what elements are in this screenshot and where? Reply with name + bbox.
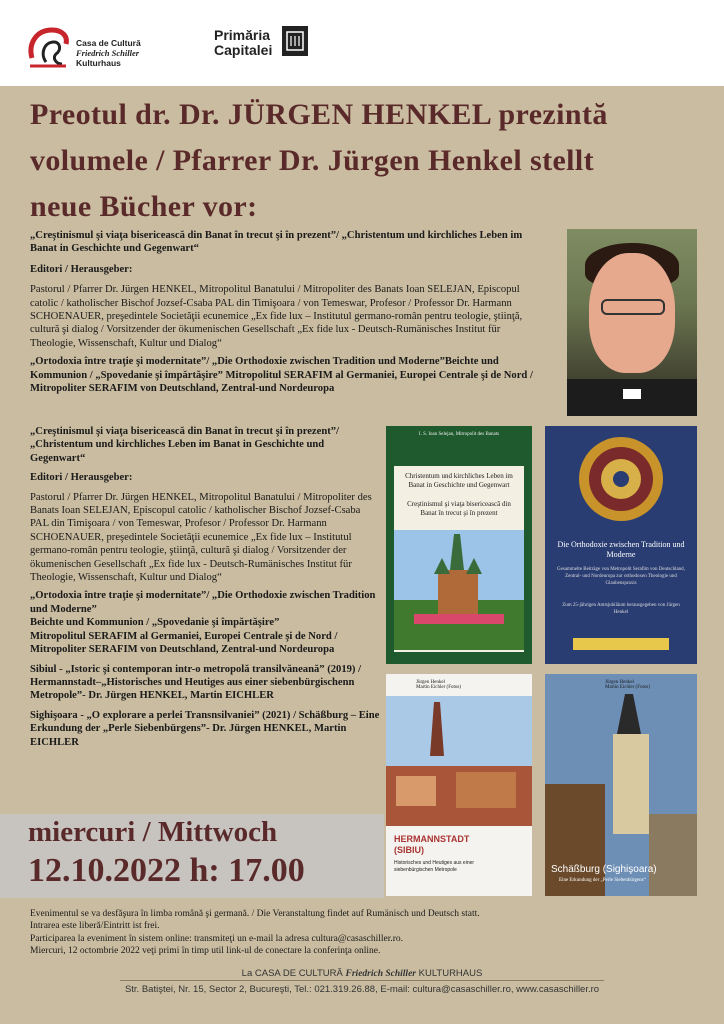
cover4-title: Schäßburg (Sighişoara)	[551, 864, 657, 875]
sighisoara-photo-icon	[545, 674, 697, 896]
block2-book2-sub: Beichte und Kommunion / „Spovedanie şi împărtăşire”	[30, 617, 280, 629]
event-day: miercuri / Mittwoch	[28, 816, 278, 848]
book-cover-hermannstadt	[386, 674, 532, 896]
addr1-name: Friedrich Schiller	[345, 969, 416, 979]
block1-book-title: „Creştinismul şi viaţa bisericească din Banat în trecut şi în prezent”/ „Christentum und kirchliches Leben im Banat in Geschichte und Gegenwart“	[30, 230, 523, 255]
page-title	[30, 92, 710, 230]
cathedral-icon	[394, 530, 524, 650]
description-block-2	[30, 425, 380, 749]
block2-editors-text: Pastorul / Pfarrer Dr. Jürgen HENKEL, Mitropolitul Banatului / Mitropoliter des Banats Ioan SELEJAN, Episcopul catolic / katholischer Bischof Jozsef-Csaba PAL din Timişoara / von Temeswar, Profesor / Professor Dr. Harmann SCHOENAUER, preşedintele Societăţii ecunemice „Ex fide lux – Institutul germano-român pentru teologie, ştiinţă, cultură şi dialog / Vorsitzender der ökumenischen Gesellschaft „Ex fide lux - Deutsch-Rumänisches Institut für Theologie, Wissenschaft, Kultur und Dialog“	[30, 491, 372, 584]
footer-divider	[120, 980, 604, 981]
casa-schiller-logo-icon	[26, 24, 72, 70]
casa-schiller-logo-text	[76, 38, 141, 68]
cover1-inner	[394, 466, 524, 652]
event-datetime: 12.10.2022 h: 17.00	[28, 852, 305, 889]
addr1-pre: La CASA DE CULTURĂ	[241, 968, 343, 979]
addr1-post: KULTURHAUS	[418, 968, 483, 979]
description-block-1	[30, 229, 550, 395]
cover2-logos	[573, 638, 669, 650]
cover2-sub: Gesammelte Beiträge von Metropolit Serafim von Deutschland, Zentral- und Nordeuropa zur orthodoxen Theologie und Glaubenspraxis	[557, 567, 685, 586]
portrait-collar	[623, 389, 641, 399]
book-cover-banat	[386, 426, 532, 664]
footer-line2: Intrarea este liberă/Eintritt ist frei.	[30, 921, 160, 932]
book-cover-orthodoxie	[545, 426, 697, 664]
block2-book3: Sibiul - „Istoric şi contemporan intr-o metropolă transilvăneană” (2019) / Hermannstadt–„Historisches und Heutiges aus einer siebenbürgischenn Metropole”- Dr. Jürgen HENKEL, Martin EICHLER	[30, 663, 362, 702]
logo1-line3: Kulturhaus	[76, 58, 121, 68]
logo2-line2: Capitalei	[214, 42, 273, 58]
portrait-glasses	[601, 299, 665, 315]
cover4-authors: Jürgen Henkel Martin Eichler (Fotos)	[605, 680, 650, 690]
book-cover-schassburg	[545, 674, 697, 896]
title-line1: Preotul dr. Dr. JÜRGEN HENKEL prezintă	[30, 98, 608, 131]
footer-info	[30, 908, 710, 958]
block1-book2: „Ortodoxia între traţie şi modernitate”/ „Die Orthodoxie zwischen Tradition und Moderne”Beichte und Kommunion / „Spovedanie şi împărtăşire” Mitropolitul SERAFIM al Germaniei, Europei Centrale şi de Nord / Mitropoliter SERAFIM von Deutschland, Zentral-und Nordeuropa	[30, 356, 533, 395]
cover1-title-de: Christentum und kirchliches Leben im Banat in Geschichte und Gegenwart	[405, 472, 513, 489]
footer-line1: Evenimentul se va desfăşura în limba română şi germană. / Die Veranstaltung findet auf Rumänisch und Deutsch statt.	[30, 909, 480, 919]
block2-book2-title: „Ortodoxia între traţie şi modernitate”/ „Die Orthodoxie zwischen Tradition und Moderne”	[30, 590, 376, 615]
block2-book4: Sighişoara - „O explorare a perlei Transnsilvaniei” (2021) / Schäßburg – Eine Erkundung der „Perle Siebenbürgens”- Dr. Jürgen HENKEL, Martin EICHLER	[30, 709, 380, 748]
cover2-title: Die Orthodoxie zwischen Tradition und Moderne	[557, 540, 685, 559]
address-line2: Str. Batiştei, Nr. 15, Sector 2, Bucureşti, Tel.: 021.319.26.88, E-mail: cultura@casaschiller.ro, www.casaschiller.ro	[124, 984, 600, 995]
title-line2: volumele / Pfarrer Dr. Jürgen Henkel stellt	[30, 144, 595, 177]
portrait-photo	[567, 229, 697, 416]
logo1-line1: Casa de Cultură	[76, 38, 141, 48]
cover4-sub: Eine Erkundung der „Perle Siebenbürgens“	[559, 878, 646, 883]
footer-line4: Miercuri, 12 octombrie 2022 veţi primi în timp util link-ul de conectare la conferinţa online.	[30, 946, 381, 957]
primaria-emblem-icon	[282, 26, 308, 56]
block2-book-title: „Creştinismul şi viaţa bisericească din Banat în trecut şi în prezent”/ „Christentum und kirchliches Leben im Banat in Geschichte und Gegenwart“	[30, 426, 339, 464]
cover3-sub: Historisches und Heutiges aus einer siebenbürgischen Metropole	[394, 860, 475, 873]
block2-book2-author: Mitropolitul SERAFIM al Germaniei, Europei Centrale şi de Nord / Mitropoliter SERAFIM von Deutschland, Zentral-und Nordeuropa	[30, 630, 338, 656]
cover1-title-ro: Creştinismul şi viaţa bisericească din Banat în trecut şi în prezent	[407, 500, 511, 517]
cover3-authors: Jürgen Henkel Martin Eichler (Fotos)	[416, 680, 461, 690]
address-line1	[0, 968, 724, 979]
header-bar	[0, 0, 724, 86]
block1-editors-text: Pastorul / Pfarrer Dr. Jürgen HENKEL, Mitropolitul Banatului / Mitropoliter des Banats Ioan SELEJAN, Episcopul catolic / katholischer Bischof Jozsef-Csaba PAL din Timişoara / von Temeswar, Profesor / Professor Dr. Harmann SCHOENAUER, preşedintele Societăţii ecunemice „Ex fide lux – Institutul germano-român pentru teologie, ştiinţă, cultură şi dialog / Vorsitzender der ökumenischen Gesellschaft „Ex fide lux - Deutsch-Rumänisches Institut für Theologie, Wissenschaft, Kultur und Dialog“	[30, 284, 523, 349]
primaria-logo-text	[214, 28, 272, 58]
mosaic-icon	[545, 434, 697, 524]
cover3-title: HERMANNSTADT (SIBIU)	[394, 834, 470, 855]
cover2-note: Zum 25-jährigen Amtsjubiläum herausgegeben von Jürgen Henkel	[562, 603, 680, 615]
footer-line3: Participarea la eveniment în sistem online: transmiteţi un e-mail la adresa cultura@casaschiller.ro.	[30, 933, 404, 944]
block2-editors-heading: Editori / Herausgeber:	[30, 472, 133, 484]
sibiu-photo-icon	[386, 696, 532, 826]
title-line3: neue Bücher vor:	[30, 190, 258, 223]
block1-editors-heading: Editori / Herausgeber:	[30, 263, 133, 275]
cover1-top: I. S. Ioan Selejan, Mitropolit des Banats	[418, 432, 500, 437]
logo2-line1: Primăria	[214, 27, 271, 43]
logo1-line2: Friedrich Schiller	[76, 48, 140, 58]
